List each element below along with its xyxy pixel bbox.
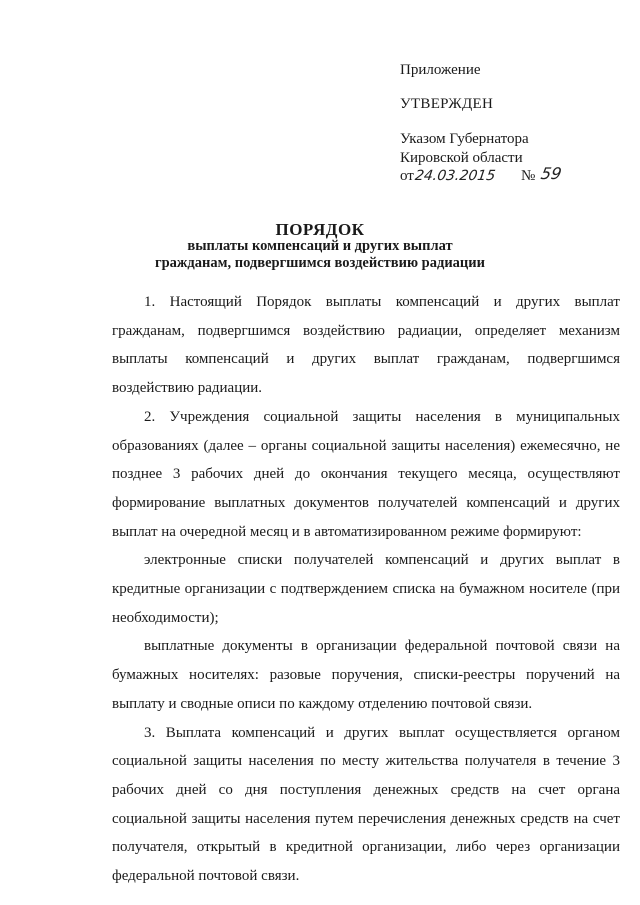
document-subtitle-line-1: выплаты компенсаций и других выплат (187, 238, 453, 254)
decree-line-1: Указом Губернатора (400, 131, 529, 147)
paragraph-2-item-2: выплатные документы в организации федеральной почтовой связи на бумажных носителях: разовые поручения, списки-реестры поручений на выплату и сводные описи по каждому отделению почтовой связи. (112, 638, 620, 712)
handwritten-date: 24.03.2015 (413, 168, 497, 184)
paragraph-2-item-1: электронные списки получателей компенсаций и других выплат в кредитные организации с подтверждением списка на бумажном носителе (при необходимости); (112, 552, 620, 626)
document-subtitle-line-2: гражданам, подвергшимся воздействию радиации (155, 255, 485, 271)
approved-label: УТВЕРЖДЕН (400, 96, 494, 112)
decree-line-2: Кировской области (400, 150, 523, 166)
handwritten-number: 59 (539, 164, 564, 183)
paragraph-3: 3. Выплата компенсаций и других выплат осуществляется органом социальной защиты населения по месту жительства получателя в течение 3 рабочих дней со дня поступления денежных средств на счет органа социальной защиты населения путем перечисления денежных средств на счет получателя, открытый в кредитной организации, либо через организации федеральной почтовой связи. (112, 724, 620, 885)
document-body (112, 288, 620, 891)
paragraph-2: 2. Учреждения социальной защиты населения в муниципальных образованиях (далее – органы социальной защиты населения) ежемесячно, не позднее 3 рабочих дней до окончания текущего месяца, осуществляют формирование выплатных документов получателей компенсаций и других выплат на очередной месяц и в автоматизированном режиме формируют: (112, 408, 620, 540)
date-prefix: от (400, 168, 414, 184)
document-title: ПОРЯДОК (275, 220, 365, 239)
number-sign: № (521, 168, 536, 184)
date-number-line (400, 164, 564, 186)
paragraph-1: 1. Настоящий Порядок выплаты компенсаций и других выплат гражданам, подвергшимся воздействию радиации, определяет механизм выплаты компенсаций и других выплат гражданам, подвергшимся воздействию радиации. (112, 294, 620, 397)
appendix-label: Приложение (400, 62, 481, 78)
